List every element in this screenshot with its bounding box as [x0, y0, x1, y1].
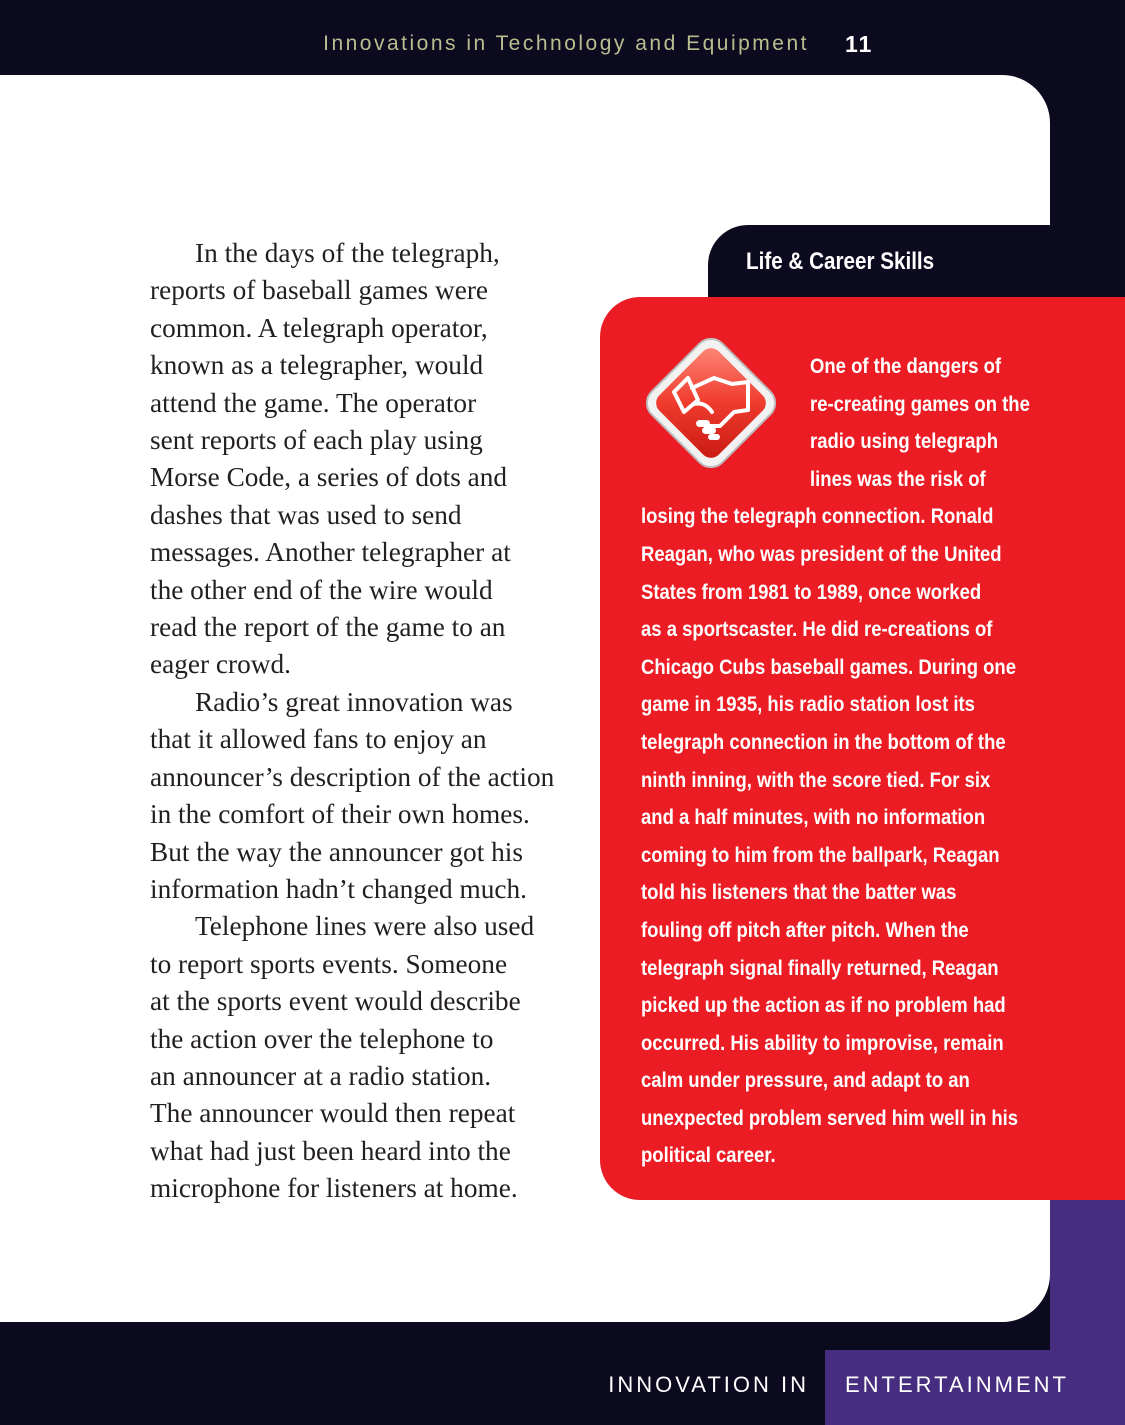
body-line: at the sports event would describe — [150, 986, 521, 1017]
sidebar-line: lines was the risk of — [810, 466, 986, 491]
body-line: Morse Code, a series of dots and — [150, 462, 508, 493]
body-line: sent reports of each play using — [150, 425, 483, 456]
body-line: what had just been heard into the — [150, 1135, 511, 1166]
body-line: read the report of the game to an — [150, 612, 506, 643]
sidebar-line: re-creating games on the — [810, 391, 1030, 416]
sidebar-line: told his listeners that the batter was — [641, 880, 957, 905]
body-line: microphone for listeners at home. — [150, 1173, 518, 1204]
edge-strip-purple — [1050, 1200, 1125, 1350]
sidebar-text — [641, 348, 1079, 1175]
sidebar-line: unexpected problem served him well in his — [641, 1105, 1019, 1130]
sidebar-line: and a half minutes, with no information — [641, 805, 986, 830]
body-line: The announcer would then repeat — [150, 1098, 516, 1129]
page-number: 11 — [845, 31, 874, 57]
sidebar-line: game in 1935, his radio station lost its — [641, 692, 975, 717]
sidebar-line: occurred. His ability to improvise, remain — [641, 1030, 1004, 1055]
sidebar-line: fouling off pitch after pitch. When the — [641, 917, 969, 942]
sidebar-line: as a sportscaster. He did re-creations of — [641, 617, 993, 642]
sidebar-line: States from 1981 to 1989, once worked — [641, 579, 982, 604]
sidebar-line: Chicago Cubs baseball games. During one — [641, 654, 1017, 679]
body-line: eager crowd. — [150, 649, 291, 680]
body-text — [150, 235, 580, 1208]
body-line: the action over the telephone to — [150, 1023, 494, 1054]
body-line: announcer’s description of the action — [150, 761, 555, 792]
body-line: Radio’s great innovation was — [195, 686, 513, 717]
body-line: known as a telegrapher, would — [150, 350, 484, 381]
body-line: that it allowed fans to enjoy an — [150, 724, 487, 755]
body-line: an announcer at a radio station. — [150, 1060, 492, 1091]
sidebar-line: telegraph signal finally returned, Reagan — [641, 955, 999, 980]
body-line: the other end of the wire would — [150, 574, 493, 605]
body-line: dashes that was used to send — [150, 499, 462, 530]
body-line: information hadn’t changed much. — [150, 873, 527, 904]
body-line: in the comfort of their own homes. — [150, 799, 530, 830]
body-line: But the way the announcer got his — [150, 836, 523, 867]
sidebar-line: radio using telegraph — [810, 429, 999, 454]
body-line: messages. Another telegrapher at — [150, 537, 511, 568]
sidebar-line: calm under pressure, and adapt to an — [641, 1068, 970, 1093]
body-line: In the days of the telegraph, — [195, 238, 500, 268]
chapter-title: Innovations in Technology and Equipment — [323, 32, 809, 55]
sidebar-line: picked up the action as if no problem had — [641, 993, 1006, 1018]
sidebar-line: losing the telegraph connection. Ronald — [641, 504, 994, 529]
body-line: attend the game. The operator — [150, 387, 477, 418]
body-line: reports of baseball games were — [150, 275, 489, 306]
footer-series-subtitle: ENTERTAINMENT — [845, 1372, 1069, 1397]
body-line: common. A telegraph operator, — [150, 312, 488, 343]
body-line: Telephone lines were also used — [195, 911, 535, 942]
sidebar-line: coming to him from the ballpark, Reagan — [641, 842, 1000, 867]
sidebar-line: telegraph connection in the bottom of the — [641, 729, 1006, 754]
sidebar-title: Life & Career Skills — [746, 248, 935, 275]
body-line: to report sports events. Someone — [150, 948, 508, 979]
sidebar-line: political career. — [641, 1143, 776, 1168]
sidebar-line: Reagan, who was president of the United — [641, 541, 1002, 566]
sidebar-line: One of the dangers of — [810, 354, 1002, 378]
sidebar-line: ninth inning, with the score tied. For six — [641, 767, 991, 792]
footer-series-title: INNOVATION IN — [608, 1372, 809, 1397]
